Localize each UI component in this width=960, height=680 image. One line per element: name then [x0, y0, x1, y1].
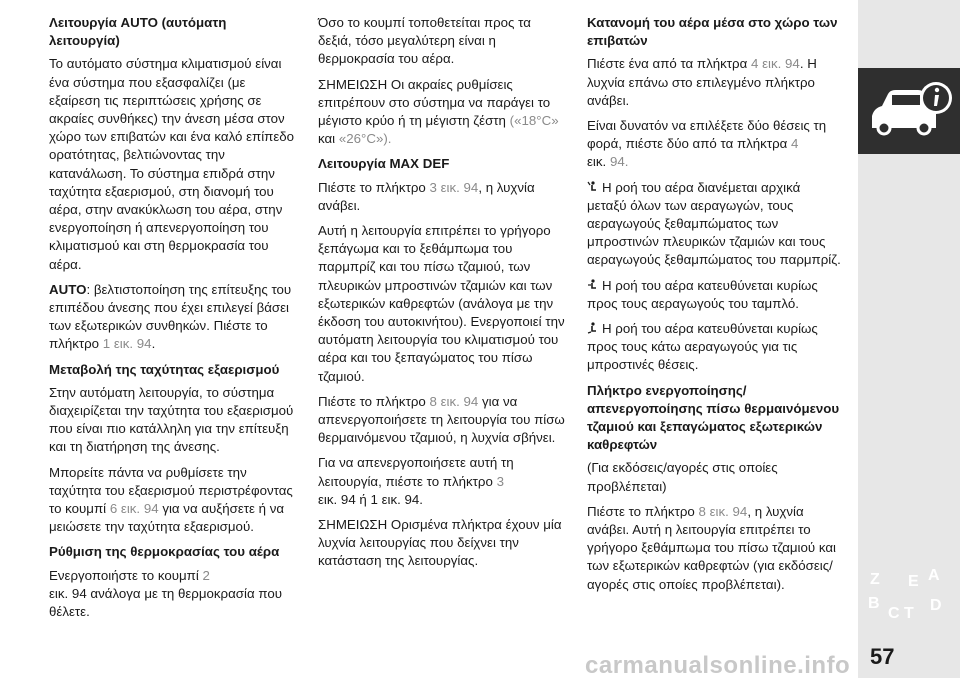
fan-speed-paragraph: Στην αυτόματη λειτουργία, το σύστημα διαχειρίζεται την ταχύτητα του εξαερισμού που είναι πιο κατάλληλη για την επίτευξη και τη διατήρηση της άνεσης. — [49, 384, 294, 455]
figure-ref: 6 εικ. 94 — [109, 501, 159, 517]
temperature-paragraph: Ενεργοποιήστε το κουμπί 2 εικ. 94 ανάλογα με τη θερμοκρασία που θέλετε. — [49, 567, 282, 620]
index-letter: E — [908, 573, 919, 590]
auto-button-paragraph: AUTO: βελτιστοποίηση της επίτευξης του επιπέδου άνεσης που έχει επιλεγεί βάσει των εξωτερικών συνθηκών. Πιέστε το πλήκτρο 1 εικ. 94. — [49, 281, 292, 352]
alphabetical-index-icon — [858, 560, 960, 632]
index-letter: C — [888, 605, 900, 622]
note-paragraph-2: ΣΗΜΕΙΩΣΗ Ορισμένα πλήκτρα έχουν μία λυχνία λειτουργίας που δείχνει την κατάσταση της λειτουργίας. — [318, 517, 562, 569]
air-flow-footwell-icon — [587, 322, 599, 334]
rear-defrost-heading: Πλήκτρο ενεργοποίησης/ απενεργοποίησης πίσω θερμαινόμενου τζαμιού και ξεπαγώματος εξωτερικών καθρεφτών — [587, 382, 840, 453]
air-mode-dashboard: Η ροή του αέρα κατευθύνεται κυρίως προς τους αεραγωγούς του ταμπλό. — [587, 277, 818, 311]
air-mode-footwell: Η ροή του αέρα κατευθύνεται κυρίως προς τους κάτω αεραγωγούς για τις μπροστινές θέσεις. — [587, 321, 818, 373]
max-def-heading: Λειτουργία MAX DEF — [318, 156, 450, 172]
figure-ref: 3 εικ. 94 — [429, 179, 479, 195]
column-3 — [587, 14, 841, 601]
air-distribution-paragraph-2: Είναι δυνατόν να επιλέξετε δύο θέσεις τη φορά, πιέστε δύο από τα πλήκτρα 4 εικ. 94. — [587, 118, 827, 170]
fan-knob-paragraph: Μπορείτε πάντα να ρυθμίσετε την ταχύτητα του εξαερισμού περιστρέφοντας το κουμπί 6 εικ. 94 για να αυξήσετε ή να μειώσετε την ταχύτητα εξαερισμού. — [49, 464, 293, 535]
index-letter: A — [928, 567, 940, 584]
fan-speed-heading: Μεταβολή της ταχύτητας εξαερισμού — [49, 361, 280, 377]
note-paragraph: ΣΗΜΕΙΩΣΗ Οι ακραίες ρυθμίσεις επιτρέπουν στο σύστημα να παράγει το μέγιστο κρύο ή τη μέγιστη ζέστη («18°C» και «26°C»). — [318, 76, 559, 147]
watermark: carmanualsonline.info — [585, 652, 851, 679]
column-2 — [318, 14, 566, 578]
index-letter: T — [904, 605, 914, 622]
temperature-paragraph-2: Όσο το κουμπί τοποθετείται προς τα δεξιά, τόσο μεγαλύτερη είναι η θερμοκρασία του αέρα. — [318, 15, 531, 67]
auto-mode-paragraph: Το αυτόματο σύστημα κλιματισμού είναι ένα σύστημα που εξασφαλίζει (με εξαίρεση τις περιπτώσεις χρήσης σε ακραίες συνθήκες) την άνεση μέσα στον χώρο των επιβατών και ένα καλό επίπεδο ορατότητας, βελτιώνοντας την κατανάλωση. Το σύστημα επιδρά στην ταχύτητα εξαερισμού, στη διανομή του αέρα, στην ανακύκλωση του αέρα, στην ενεργοποίηση ή απενεργοποίηση του κλιματισμού και στη θερμοκρασία του αέρα. — [49, 56, 295, 272]
figure-ref: 1 εικ. 94 — [102, 336, 152, 352]
figure-ref: 8 εικ. 94 — [429, 393, 479, 409]
column-1 — [49, 14, 295, 628]
figure-ref: 2 — [202, 567, 210, 583]
max-def-paragraph-3: Πιέστε το πλήκτρο 8 εικ. 94 για να απενεργοποιήσετε τη λειτουργία του πίσω θερμαινόμενου τζαμιού, η λυχνία σβήνει. — [318, 393, 565, 446]
rear-defrost-paragraph-2: Πιέστε το πλήκτρο 8 εικ. 94, η λυχνία ανάβει. Αυτή η λειτουργία επιτρέπει το γρήγορο ξεθάμπωμα του πίσω τζαμιού και των εξωτερικών καθρεφτών (για εκδόσεις/αγορές στις οποίες προβλέπεται). — [587, 503, 837, 592]
index-letter: B — [868, 595, 880, 612]
max-def-paragraph-4: Για να απενεργοποιήσετε αυτή τη λειτουργία, πιέστε το πλήκτρο 3 εικ. 94 ή 1 εικ. 94. — [318, 455, 514, 507]
air-distribution-paragraph-1: Πιέστε ένα από τα πλήκτρα 4 εικ. 94. Η λυχνία επάνω στο επιλεγμένο πλήκτρο ανάβει. — [587, 56, 817, 108]
chapter-icon-box — [858, 68, 960, 154]
figure-ref: 8 εικ. 94 — [698, 503, 748, 519]
air-flow-dashboard-icon — [587, 279, 599, 291]
air-distribution-heading: Κατανομή του αέρα μέσα στο χώρο των επιβατών — [587, 15, 838, 49]
max-def-paragraph-1: Πιέστε το πλήκτρο 3 εικ. 94, η λυχνία ανάβει. — [318, 179, 535, 213]
index-letter: D — [930, 597, 942, 614]
temperature-heading: Ρύθμιση της θερμοκρασίας του αέρα — [49, 544, 280, 560]
max-def-paragraph-2: Αυτή η λειτουργία επιτρέπει το γρήγορο ξεπάγωμα και το ξεθάμπωμα του παρμπρίζ και του πίσω τζαμιού, των πλευρικών μπροστινών τζαμιών και των εξωτερικών καθρεφτών (ανάλογα με την έκδοση του αυτοκινήτου). Ενεργοποιεί την αυτόματη λειτουργία του κλιματισμού του αέρα και του ξεπαγώματος του πίσω τζαμιού. — [318, 223, 565, 384]
air-mode-all: Η ροή του αέρα διανέμεται αρχικά μεταξύ όλων των αεραγωγών, τους αεραγωγούς ξεθαμπώματος των μπροστινών πλευρικών τζαμιών και τους αεραγωγούς ξεθαμπώματος του παρμπρίζ. — [587, 179, 841, 268]
figure-ref: 3 — [496, 473, 504, 489]
page-number: 57 — [870, 644, 895, 669]
index-letter: Z — [870, 571, 880, 588]
figure-ref: 4 εικ. 94 — [751, 56, 800, 72]
rear-defrost-paragraph-1: (Για εκδόσεις/αγορές στις οποίες προβλέπεται) — [587, 460, 778, 494]
auto-mode-heading: Λειτουργία AUTO (αυτόματη λειτουργία) — [49, 15, 227, 49]
air-flow-all-vents-icon — [587, 181, 599, 193]
auto-label: AUTO — [49, 281, 87, 297]
car-info-icon — [858, 68, 960, 154]
